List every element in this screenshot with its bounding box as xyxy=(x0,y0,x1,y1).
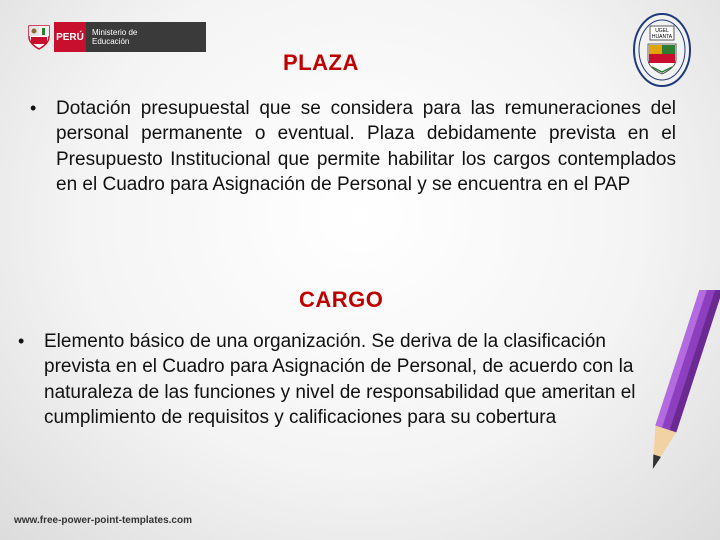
country-label: PERÚ xyxy=(54,22,86,52)
svg-text:UGEL: UGEL xyxy=(655,28,669,34)
bullet-icon: • xyxy=(30,98,37,118)
peru-shield-icon xyxy=(24,22,54,52)
plaza-heading: PLAZA xyxy=(283,50,359,75)
plaza-definition: Dotación presupuestal que se considera para las remuneraciones del personal permanente o eventual. Plaza debidamente prevista en el Presupuesto Institucional que permite habilitar los cargos contemplados en el Cuadro para Asignación de Personal y se encuentra en el PAP xyxy=(56,98,676,196)
ugel-seal-icon xyxy=(632,12,692,88)
cargo-definition: Elemento básico de una organización. Se deriva de la clasificación prevista en el Cuadro para Asignación de Personal, de acuerdo con la naturaleza de las funciones y nivel de responsabilidad que ameritan el cumplimiento de requisitos y calificaciones para su cobertura xyxy=(44,331,636,429)
ministry-logo xyxy=(24,22,206,52)
svg-text:HUANTA: HUANTA xyxy=(651,34,673,40)
bullet-icon: • xyxy=(18,331,25,351)
cargo-heading: CARGO xyxy=(299,287,384,312)
footer-url: www.free-power-point-templates.com xyxy=(14,515,192,526)
ministry-label: Ministerio de Educación xyxy=(86,22,206,52)
pencil-icon xyxy=(624,290,720,530)
